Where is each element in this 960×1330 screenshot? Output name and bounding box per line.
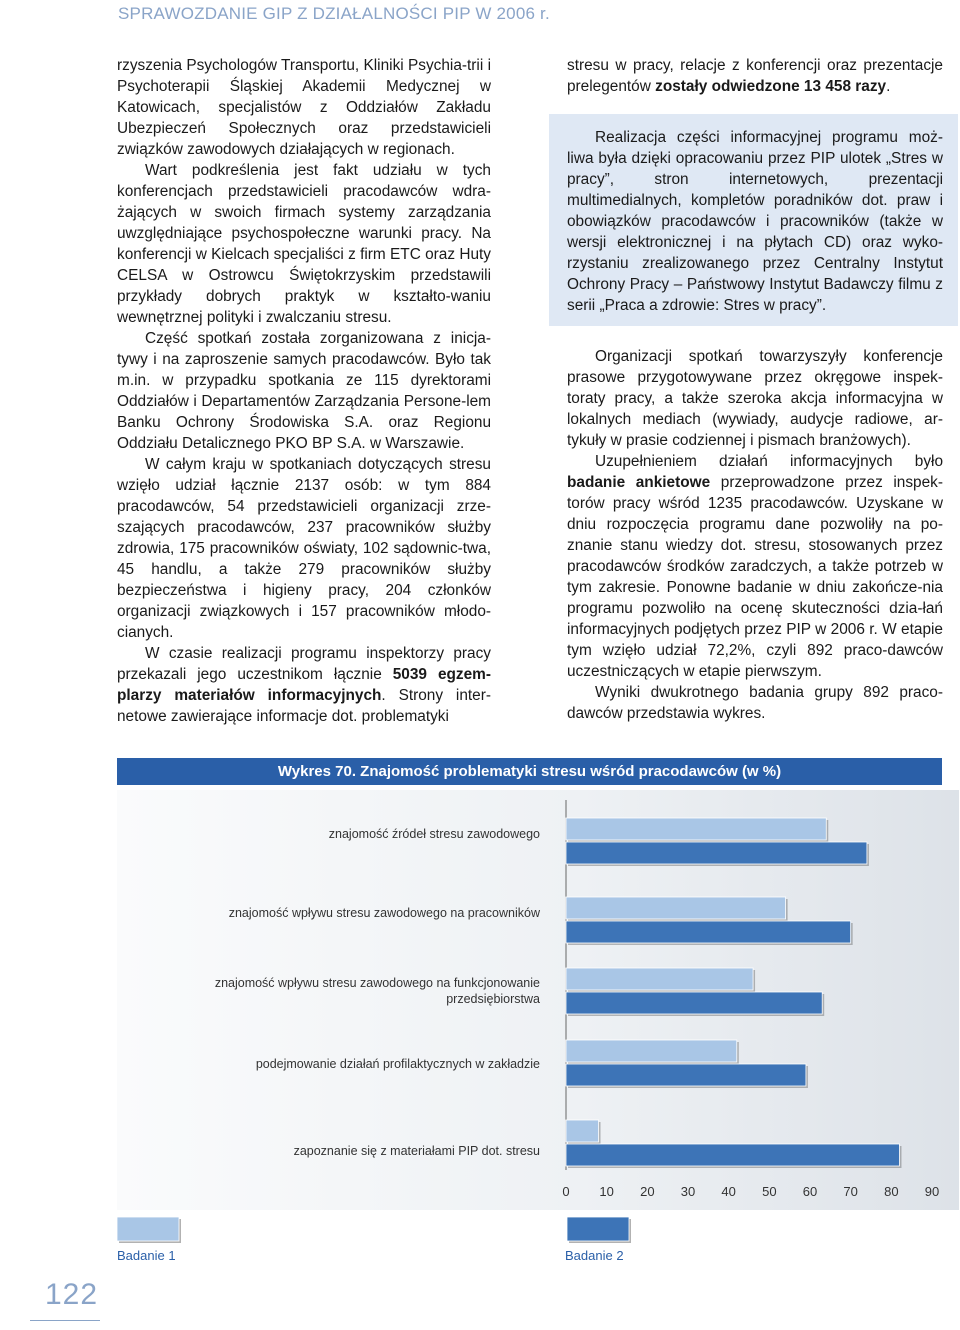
bold-run: badanie ankietowe [567, 474, 711, 491]
bar-2-4 [566, 1064, 806, 1086]
page-number: 122 [45, 1278, 99, 1311]
x-tick-label: 40 [721, 1184, 736, 1199]
category-label: znajomość źródeł stresu zawodowego [328, 827, 540, 841]
text-run: . [886, 78, 891, 95]
bar-2-3 [566, 992, 822, 1014]
bar-1-2 [566, 897, 786, 919]
chart-title: Wykres 70. Znajomość problematyki stresu wśród pracodawców (w %) [117, 758, 942, 785]
paragraph: Realizacja części informacyjnej programu moż-liwa była dzięki opracowaniu przez PIP ulotek „Stres w pracy”, stron internetowych, prezentacji multimedialnych, kompletów poradników dot. praw i obowiązków pracodawców i pracowników (także w wersji elektronicznej i na płytach CD) oraz wyko-rzystaniu zrealizowanego przez Centralny Instytut Ochrony Pracy – Państwowy Instytut Badawczy filmu z serii „Praca a zdrowie: Stres w pracy”. [567, 129, 943, 314]
legend-swatch-1 [117, 1217, 179, 1241]
category-label: zapoznanie się z materiałami PIP dot. stresu [293, 1144, 540, 1158]
x-tick-label: 50 [762, 1184, 777, 1199]
legend-swatch-2 [567, 1217, 629, 1241]
bar-1-4 [566, 1040, 737, 1062]
paragraph: Wyniki dwukrotnego badania grupy 892 praco-dawców przedstawia wykres. [567, 684, 943, 722]
bar-2-5 [566, 1144, 899, 1166]
x-tick-label: 30 [680, 1184, 696, 1199]
legend-label: Badanie 2 [565, 1248, 624, 1263]
bar-2-2 [566, 921, 851, 943]
text-run: przeprowadzone przez inspek-torów pracy wśród 1235 pracodawców. Uzyskane w dniu rozpoczęcia programu dane pozwoliły na po-znanie stanu wiedzy dot. stresu, stosowanych przez pracodawców środków zaradczych, a także potrzeb w tym zakresie. Ponowne badanie w dniu zakończe-nia programu pozwoliło na ocenę skuteczności dzia-łań informacyjnych podjętych przez PIP w 2006 r. W etapie tym wzięło udział 72,2%, czyli 892 praco-dawców uczestniczących w etapie pierwszym. [567, 474, 943, 680]
bar-2-1 [566, 842, 867, 864]
paragraph: W całym kraju w spotkaniach dotyczących stresu wzięło udział łącznie 2137 osób: w tym 884 pracodawców, 54 przedstawicieli organizacji zrze-szających pracodawców, 237 pracowników służby zdrowia, 175 pracowników oświaty, 102 sądownic-twa, 45 handlu, a także 279 pracowników służby bezpieczeństwa i higieny pracy, 204 członków organizacji związkowych i 157 pracowników młodo-cianych. [117, 456, 491, 641]
paragraph: Organizacji spotkań towarzyszyły konferencje prasowe przygotowywane przez okręgowe inspek-toraty pracy, a także szeroka akcja informacyjna w lokalnych mediach (wywiady, audycje radiowe, ar-tykuły w prasie codziennej i pismach branżowych). [567, 348, 943, 449]
bar-1-1 [566, 818, 826, 840]
bold-run: 5039 egzem-plarzy materiałów informacyjnych [117, 666, 491, 704]
text-run: stresu w pracy, relacje z konferencji oraz prezentacje prelegentów [567, 57, 943, 95]
legend-label: Badanie 1 [117, 1248, 176, 1263]
bar-1-5 [566, 1120, 599, 1142]
bold-run: zostały odwiedzone 13 458 razy [655, 78, 887, 95]
category-label: podejmowanie działań profilaktycznych w zakładzie [255, 1057, 540, 1071]
text-run: Uzupełnieniem działań informacyjnych było [595, 453, 943, 470]
x-tick-label: 90 [924, 1184, 940, 1199]
category-label: znajomość wpływu stresu zawodowego na funkcjonowanie [214, 976, 540, 990]
paragraph: rzyszenia Psychologów Transportu, Kliniki Psychia-trii i Psychoterapii Śląskiej Akademii Medycznej w Katowicach, specjalistów z Oddziałów Zakładu Ubezpieczeń Społecznych oraz przedstawicieli związków zawodowych działających w regionach. [117, 57, 491, 158]
text-run: . Strony inter-netowe zawierające informacje dot. problematyki [117, 687, 491, 725]
paragraph: Część spotkań została zorganizowana z inicja-tywy i na zaproszenie samych pracodawców. Było tak m.in. w przypadku spotkania ze 115 dyrektorami Oddziałów i Departamentów Zarządzania Persone-lem Banku Ochrony Środowiska S.A. oraz Regionu Oddziału Detalicznego PKO BP S.A. w Warszawie. [117, 330, 491, 452]
x-tick-label: 60 [802, 1184, 818, 1199]
text-run: W czasie realizacji programu inspektorzy pracy przekazali jego uczestnikom łącznie [117, 645, 491, 683]
x-tick-label: 0 [562, 1184, 570, 1199]
x-tick-label: 20 [640, 1184, 655, 1199]
paragraph: Wart podkreślenia jest fakt udziału w tych konferencjach przedstawicieli pracodawców wdra-żających w swoich firmach systemy zarządzania uwzględniające psychospołeczne warunki pracy. Na konferencji w Kielcach specjaliści z firm ETC oraz Huty CELSA w Ostrowcu Świętokrzyskim przedstawili przykłady dobrych praktyk w kształto-waniu wewnętrznej polityki i zwalczaniu stresu. [117, 162, 491, 326]
page-number-rule [30, 1320, 100, 1321]
category-label: przedsiębiorstwa [446, 992, 540, 1006]
x-tick-label: 80 [884, 1184, 899, 1199]
x-tick-label: 70 [843, 1184, 858, 1199]
x-tick-label: 10 [599, 1184, 614, 1199]
running-header: SPRAWOZDANIE GIP Z DZIAŁALNOŚCI PIP W 2006 r. [118, 4, 550, 23]
bar-1-3 [566, 968, 753, 990]
category-label: znajomość wpływu stresu zawodowego na pracowników [228, 906, 540, 920]
